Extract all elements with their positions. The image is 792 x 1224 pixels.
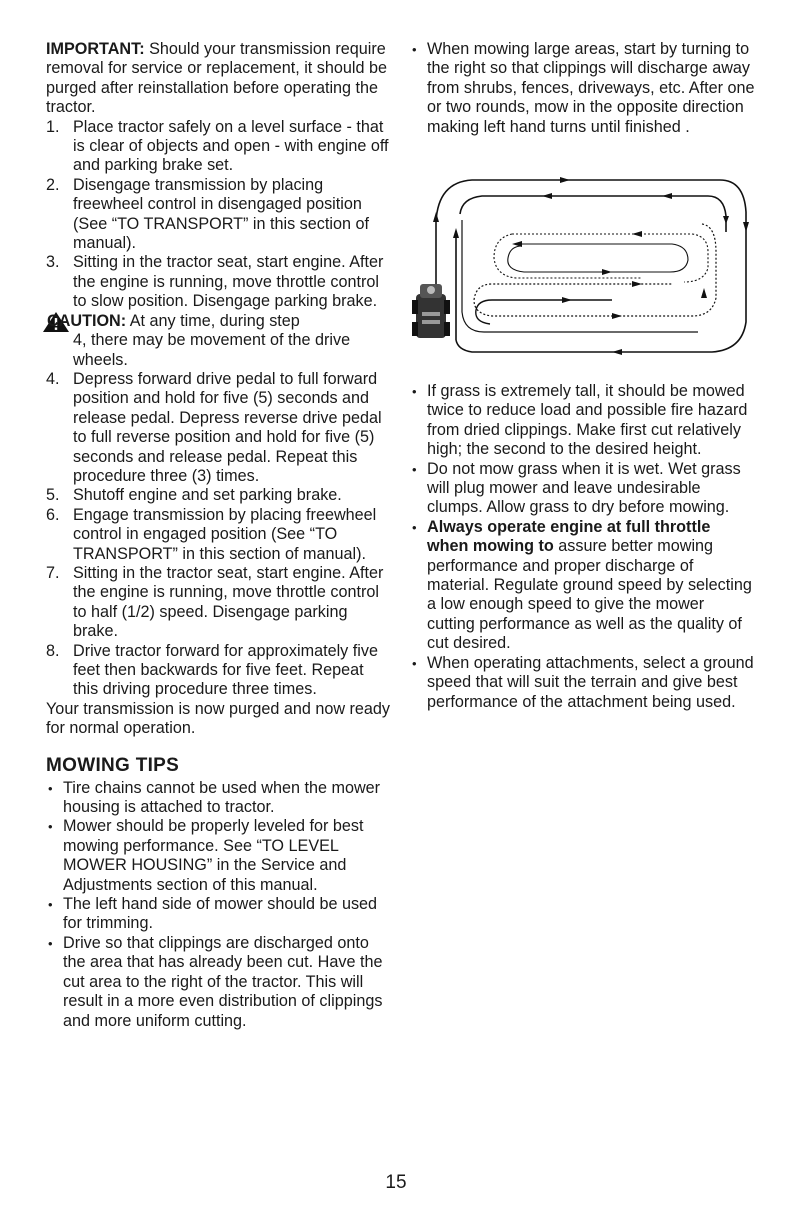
purged-text: Your transmission is now purged and now ready for normal operation. bbox=[46, 699, 391, 738]
list-item: 7. Sitting in the tractor seat, start engine. After the engine is running, move throttle control to half (1/2) speed. Disengage parking brake. bbox=[46, 563, 384, 641]
list-item: 1. Place tractor safely on a level surface - that is clear of objects and open - with engine off and parking brake set. bbox=[46, 117, 389, 175]
list-item: 3. Sitting in the tractor seat, start engine. After the engine is running, move throttle control to slow position. Disengage parking brake. bbox=[46, 253, 384, 311]
list-item: • Tire chains cannot be used when the mower housing is attached to tractor. bbox=[46, 779, 391, 818]
caution-label: CAUTION: bbox=[47, 311, 127, 330]
important-label: IMPORTANT: bbox=[46, 40, 145, 58]
list-item: • When operating attachments, select a ground speed that will suit the terrain and give best performance of the attachment being used. bbox=[410, 654, 755, 712]
list-item: • When mowing large areas, start by turning to the right so that clippings will discharge away from shrubs, fences, driveways, etc. After one or two rounds, mow in the opposite direction making left hand turns until finished . bbox=[410, 40, 755, 137]
left-column bbox=[46, 40, 391, 1031]
list-item: • Drive so that clippings are discharged onto the area that has already been cut. Have the cut area to the right of the tractor. This will result in a more even distribution of clippings and more uniform cutting. bbox=[46, 934, 391, 1031]
purge-steps-list-continued bbox=[46, 370, 391, 700]
mowing-pattern-diagram bbox=[412, 172, 757, 364]
list-item: • Mower should be properly leveled for best mowing performance. See “TO LEVEL MOWER HOUSING” in the Service and Adjustments section of this manual. bbox=[46, 817, 391, 895]
important-text: Should your transmission require removal for service or replacement, it should be purged after reinstallation before operating the tractor. bbox=[46, 40, 387, 117]
caution-text-b: 4, there may be movement of the drive wheels. bbox=[73, 331, 351, 369]
throttle-bold-text: Always operate engine at full throttle when mowing to bbox=[427, 517, 711, 556]
list-item: 6. Engage transmission by placing freewheel control in engaged position (See “TO TRANSPORT” in this section of manual). bbox=[46, 505, 377, 563]
list-item: 2. Disengage transmission by placing freewheel control in disengaged position (See “TO TRANSPORT” in this section of manual). bbox=[46, 175, 369, 253]
important-paragraph bbox=[46, 40, 391, 118]
tractor-icon bbox=[412, 284, 450, 338]
mowing-tips-list bbox=[46, 779, 391, 1031]
mowing-tips-list-right bbox=[410, 40, 755, 137]
right-column-bottom bbox=[410, 382, 755, 712]
list-item: • If grass is extremely tall, it should be mowed twice to reduce load and possible fire hazard from dried clippings. Make first cut relatively high; the second to the desired height. bbox=[410, 382, 755, 460]
caution-note bbox=[46, 312, 391, 370]
list-item bbox=[410, 518, 755, 654]
caution-text-a: At any time, during step bbox=[129, 311, 300, 330]
throttle-rest-text: assure better mowing performance and proper discharge of material. Regulate ground speed by selecting a low enough speed to give the mower cutting performance as well as the quality of cut desired. bbox=[427, 537, 752, 653]
list-item: 5. Shutoff engine and set parking brake. bbox=[46, 486, 342, 505]
list-item: • The left hand side of mower should be used for trimming. bbox=[46, 895, 391, 934]
mowing-tips-list-right-2 bbox=[410, 382, 755, 712]
list-item: 4. Depress forward drive pedal to full forward position and hold for five (5) seconds and release pedal. Depress reverse drive pedal to full reverse position and hold for five (5) seconds and release pedal. Repeat this procedure three (3) times. bbox=[46, 369, 382, 485]
page-number: 15 bbox=[385, 1172, 407, 1193]
list-item: 8. Drive tractor forward for approximately five feet then backwards for five feet. Repeat this driving procedure three times. bbox=[46, 641, 378, 699]
section-heading: MOWING TIPS bbox=[46, 754, 180, 776]
right-column-top bbox=[410, 40, 755, 137]
list-item: • Do not mow grass when it is wet. Wet grass will plug mower and leave undesirable clumps. Allow grass to dry before mowing. bbox=[410, 460, 755, 518]
purge-steps-list bbox=[46, 118, 391, 312]
